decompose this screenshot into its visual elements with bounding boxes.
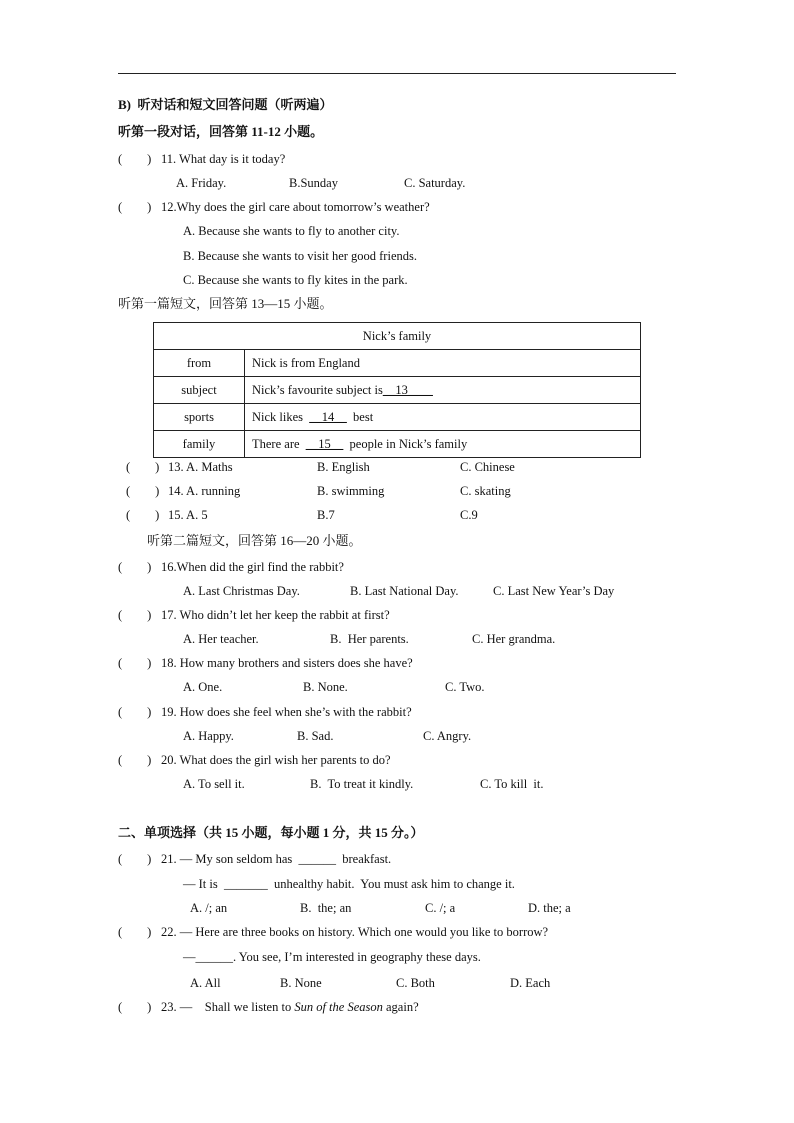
- table-row: [154, 404, 641, 431]
- dialogue-intro: 听第一段对话，回答第 11-12 小题。: [118, 124, 324, 139]
- header-rule: [118, 73, 676, 74]
- table-row: [154, 431, 641, 458]
- option-c: C. /; a: [425, 901, 456, 915]
- question-text: 17. Who didn’t let her keep the rabbit at first?: [161, 608, 390, 622]
- option-b: B. swimming: [317, 484, 385, 498]
- answer-paren[interactable]: ( ): [126, 508, 160, 522]
- answer-paren[interactable]: ( ): [126, 484, 160, 498]
- question-line-2: — It is _______ unhealthy habit. You must ask him to change it.: [183, 877, 515, 891]
- table-row: [154, 323, 641, 350]
- option-c: C. Last New Year’s Day: [493, 584, 615, 598]
- question-text: 15. A. 5: [168, 508, 208, 522]
- option-b: B. English: [317, 460, 370, 474]
- table-row: [154, 350, 641, 377]
- option-d: D. the; a: [528, 901, 571, 915]
- option-a: A. Happy.: [183, 729, 234, 743]
- option-c: C. To kill it.: [480, 777, 544, 791]
- row-value: Nick likes __14__ best: [245, 404, 641, 431]
- option-b: B. the; an: [300, 901, 352, 915]
- option-c: C. Angry.: [423, 729, 472, 743]
- answer-paren[interactable]: ( ): [118, 1000, 152, 1014]
- option-a: A. /; an: [190, 901, 228, 915]
- section-2-heading: 二、单项选择（共 15 小题，每小题 1 分，共 15 分。）: [118, 825, 424, 840]
- row-key: from: [154, 350, 245, 377]
- option-a: A. Because she wants to fly to another city.: [183, 224, 400, 238]
- option-b: B.Sunday: [289, 176, 338, 190]
- answer-paren[interactable]: ( ): [118, 200, 152, 214]
- question-line-1: 22. — Here are three books on history. Which one would you like to borrow?: [161, 925, 549, 939]
- option-b: B. None.: [303, 680, 348, 694]
- option-b: B. Last National Day.: [350, 584, 459, 598]
- row-value: Nick is from England: [245, 350, 641, 377]
- question-text: 16.When did the girl find the rabbit?: [161, 560, 344, 574]
- section-b-heading: B) 听对话和短文回答问题（听两遍）: [118, 97, 333, 112]
- option-a: A. Her teacher.: [183, 632, 259, 646]
- table-title: Nick’s family: [154, 323, 641, 350]
- row-key: subject: [154, 377, 245, 404]
- option-a: A. To sell it.: [183, 777, 245, 791]
- blank-14[interactable]: __14__: [309, 409, 347, 424]
- table-row: [154, 377, 641, 404]
- passage1-intro: 听第一篇短文，回答第 13—15 小题。: [118, 296, 333, 311]
- row-value: Nick’s favourite subject is__13____: [245, 377, 641, 404]
- option-c: C. Saturday.: [404, 176, 466, 190]
- option-c: C. Chinese: [460, 460, 515, 474]
- passage2-intro: 听第二篇短文，回答第 16—20 小题。: [147, 533, 362, 548]
- option-c: C. skating: [460, 484, 511, 498]
- option-a: A. All: [190, 976, 221, 990]
- option-b: B. Because she wants to visit her good friends.: [183, 249, 417, 263]
- answer-paren[interactable]: ( ): [118, 852, 152, 866]
- question-text: 11. What day is it today?: [161, 152, 286, 166]
- answer-paren[interactable]: ( ): [126, 460, 160, 474]
- option-c: C. Her grandma.: [472, 632, 556, 646]
- option-a: A. One.: [183, 680, 223, 694]
- option-c: C. Two.: [445, 680, 485, 694]
- blank-15[interactable]: __15__: [305, 436, 344, 451]
- option-b: B.7: [317, 508, 335, 522]
- option-b: B. Her parents.: [330, 632, 409, 646]
- question-text: 12.Why does the girl care about tomorrow’s weather?: [161, 200, 430, 214]
- blank-13[interactable]: __13____: [382, 382, 433, 397]
- option-a: A. Last Christmas Day.: [183, 584, 300, 598]
- question-line-2: —______. You see, I’m interested in geography these days.: [183, 950, 481, 964]
- question-text: 13. A. Maths: [168, 460, 233, 474]
- option-b: B. To treat it kindly.: [310, 777, 414, 791]
- question-text: 18. How many brothers and sisters does she have?: [161, 656, 413, 670]
- answer-paren[interactable]: ( ): [118, 656, 152, 670]
- answer-paren[interactable]: ( ): [118, 705, 152, 719]
- option-c: C.9: [460, 508, 478, 522]
- row-key: family: [154, 431, 245, 458]
- answer-paren[interactable]: ( ): [118, 560, 152, 574]
- row-value: There are __15__ people in Nick’s family: [245, 431, 641, 458]
- answer-paren[interactable]: ( ): [118, 753, 152, 767]
- question-text: 20. What does the girl wish her parents to do?: [161, 753, 391, 767]
- option-d: D. Each: [510, 976, 551, 990]
- nick-family-table: [153, 322, 641, 458]
- question-text: 14. A. running: [168, 484, 241, 498]
- answer-paren[interactable]: ( ): [118, 152, 152, 166]
- question-text: 19. How does she feel when she’s with the rabbit?: [161, 705, 412, 719]
- row-key: sports: [154, 404, 245, 431]
- option-c: C. Because she wants to fly kites in the park.: [183, 273, 408, 287]
- option-a: A. Friday.: [176, 176, 227, 190]
- answer-paren[interactable]: ( ): [118, 608, 152, 622]
- option-b: B. Sad.: [297, 729, 334, 743]
- option-b: B. None: [280, 976, 322, 990]
- question-text: 23. — Shall we listen to Sun of the Season again?: [161, 1000, 419, 1014]
- answer-paren[interactable]: ( ): [118, 925, 152, 939]
- question-line-1: 21. — My son seldom has ______ breakfast.: [161, 852, 392, 866]
- option-c: C. Both: [396, 976, 435, 990]
- song-title: Sun of the Season: [294, 1000, 383, 1014]
